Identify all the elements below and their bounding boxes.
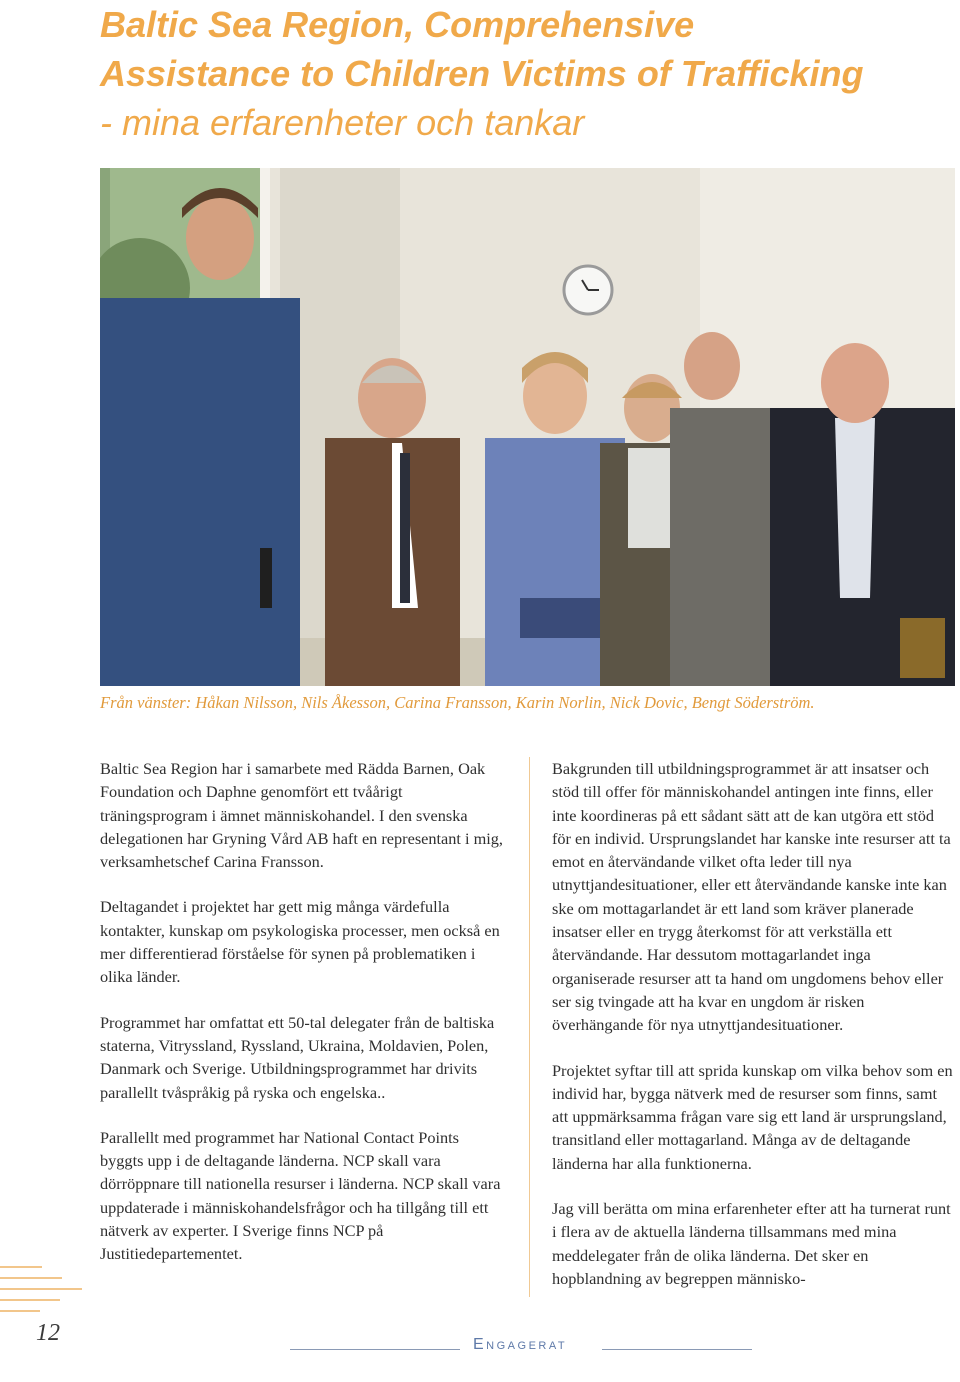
title-line-2: Assistance to Children Victims of Trafficking: [100, 53, 864, 94]
decorative-line: [0, 1266, 42, 1268]
footer-rule-right: [602, 1349, 752, 1350]
decorative-line: [0, 1288, 82, 1290]
decorative-line: [0, 1310, 40, 1312]
photo-caption: Från vänster: Håkan Nilsson, Nils Åkesson, Carina Fransson, Karin Norlin, Nick Dovic, Bengt Söderström.: [100, 693, 815, 712]
decorative-line: [0, 1277, 62, 1279]
right-column: [552, 757, 957, 1312]
title-line-3: - mina erfarenheter och tankar: [100, 102, 585, 143]
page-number: 12: [36, 1320, 60, 1346]
section-label: Engagerat: [473, 1336, 568, 1353]
column-divider: [529, 757, 530, 1297]
article-title: [100, 0, 950, 147]
body-paragraph: Deltagandet i projektet har gett mig många värdefulla kontakter, kunskap om psykologiska processer, men också en mer differentierad förståelse för synen på problematiken i olika länder.: [100, 897, 500, 987]
group-photo: [100, 168, 955, 686]
body-paragraph: Projektet syftar till att sprida kunskap om vilka behov som en individ har, bygga nätverk med de resurser som finns, samt att uppmärksamma frågan vare sig ett land är ursprungsland, transitland eller mottagarland. Många av de deltagande länderna har alla funktionerna.: [552, 1060, 953, 1173]
body-paragraph: Jag vill berätta om mina erfarenheter efter att ha turnerat runt i flera av de aktuella länderna tillsammans med mina meddelegater från de olika länderna. Det sker en hopblandning av begreppen människo-: [552, 1199, 951, 1288]
footer-rule-left: [290, 1349, 460, 1350]
decorative-line: [0, 1299, 60, 1301]
body-paragraph: Baltic Sea Region har i samarbete med Rädda Barnen, Oak Foundation och Daphne genomfört ett tvåårigt träningsprogram i ämnet människohandel. I den svenska delegationen har Gryning Vård AB haft en representant i mig, verksamhetschef Carina Fransson.: [100, 759, 503, 872]
body-paragraph: Parallellt med programmet har National Contact Points byggts upp i de deltagande länderna. NCP skall vara dörröppnare till nationella resurser i länderna. NCP skall vara uppdaterade i människohandelsfrågor och ha tillgång till ett nätverk av experter. I Sverige finns NCP på Justitiedepartementet.: [100, 1127, 501, 1264]
title-line-1: Baltic Sea Region, Comprehensive: [100, 4, 695, 45]
left-column: [100, 757, 505, 1288]
body-paragraph: Programmet har omfattat ett 50-tal delegater från de baltiska staterna, Vitryssland, Ryssland, Ukraina, Moldavien, Polen, Danmark och Sverige. Utbildningsprogrammet har drivits parallellt tvåspråkig på ryska och engelska..: [100, 1012, 495, 1102]
body-paragraph: Bakgrunden till utbildningsprogrammet är att insatser och stöd till offer för människohandel antingen inte finns, eller inte koordineras på ett sådant sätt att de kan utgöra ett stöd för en individ. Ursprungslandet har kanske inte resurser att ta emot en återvändande vilket ofta leder till nya utnyttjandesituationer, eller ett återvändande kanske inte kan ske om mottagarlandet är ett land som kräver planerade insatser eller en trygg återkomst för att verkställa ett återvändande. Har dessutom mottagarlandet inga organiserade resurser att ta hand om ungdomens behov eller ser sig tvingade att ha kvar en ungdom är risken överhängande för nya utnyttjandesituationer.: [552, 759, 951, 1035]
